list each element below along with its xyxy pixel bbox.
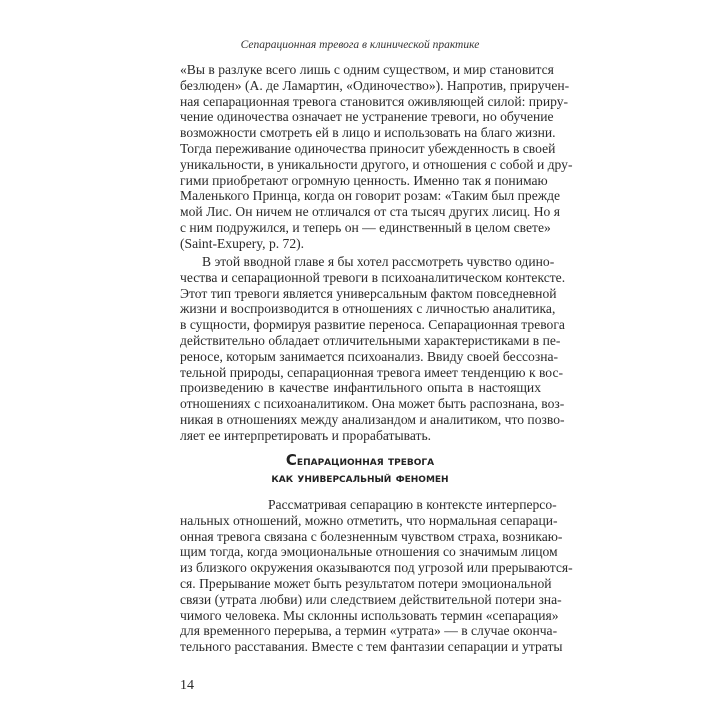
text-line: уникальности, в уникальности другого, и отношения с собой и дру- [180, 156, 573, 172]
text-line: возможности смотреть ей в лицо и использовать на благо жизни. [180, 125, 556, 141]
text-line: Рассматривая сепарацию в контексте интерперсо- [268, 497, 557, 512]
section-heading [0, 452, 720, 486]
text-line: в сущности, формируя развитие переноса. Сепарационная тревога [180, 317, 565, 333]
text-line: ная сепарационная тревога становится оживляющей силой: приру- [180, 93, 569, 109]
text-line: с ним подружился, и теперь он — единственный в целом свете» [180, 219, 551, 235]
text-line: чение одиночества означает не устранение тревоги, но обучение [180, 109, 554, 125]
text-line: «Вы в разлуке всего лишь с одним существом, и мир становится [180, 62, 554, 77]
text-line: чества и сепарационной тревоги в психоаналитическом контексте. [180, 269, 566, 285]
heading-line-2: как универсальный феномен [271, 470, 449, 485]
heading-initial: С [285, 451, 297, 469]
text-line: Маленького Принца, когда он говорит розам: «Таким был прежде [180, 188, 561, 204]
heading-line-1: епарационная тревога [296, 453, 435, 468]
text-line: онная тревога связана с болезненным чувством страха, возникаю- [180, 528, 563, 544]
text-line: жизни и воспроизводится в отношениях с личностью аналитика, [180, 301, 556, 317]
text-line: никая в отношениях между анализандом и аналитиком, что позво- [180, 411, 565, 427]
text-line: реносе, которым занимается психоанализ. Ввиду своей бессозна- [180, 348, 559, 364]
running-header: Сепарационная тревога в клинической практике [240, 39, 480, 51]
page-number: 14 [180, 678, 194, 693]
text-line: действительно обладает отличительными характеристиками в пе- [180, 332, 561, 348]
text-line: чимого человека. Мы склонны использовать термин «сепарация» [180, 607, 559, 623]
paragraph-2 [180, 254, 566, 444]
text-line: нальных отношений, можно отметить, что нормальная сепараци- [180, 512, 558, 528]
text-line: из близкого окружения оказываются под угрозой или прерываются- [180, 560, 573, 576]
text-line: щим тогда, когда эмоциональные отношения со значимым лицом [180, 544, 558, 560]
text-line: (Saint-Exupery, p. 72). [180, 235, 305, 251]
text-line: гими приобретают огромную ценность. Именно так я понимаю [180, 172, 548, 188]
text-line: В этой вводной главе я бы хотел рассмотреть чувство одино- [202, 254, 555, 269]
text-line: ся. Прерывание может быть результатом потери эмоциональной [180, 575, 552, 591]
text-line: тельного расставания. Вместе с тем фантазии сепарации и утраты [180, 639, 563, 655]
text-line: связи (утрата любви) или следствием действительной потери зна- [180, 591, 562, 607]
text-line: тельной природы, сепарационная тревога имеет тенденцию к вос- [180, 364, 564, 380]
paragraph-3 [180, 497, 573, 655]
paragraph-1 [180, 62, 573, 252]
text-line: мой Лис. Он ничем не отличался от ста тысяч других лисиц. Но я [180, 204, 560, 220]
text-line: безлюден» (А. де Ламартин, «Одиночество»). Напротив, приручен- [180, 77, 570, 93]
text-line: для временного перерыва, а термин «утрата» — в случае оконча- [180, 623, 558, 639]
text-line: отношениях с психоаналитиком. Она может быть распознана, воз- [180, 396, 565, 412]
text-line: ляет ее интерпретировать и прорабатывать. [180, 427, 432, 443]
text-line: произведению в качестве инфантильного опыта в настоящих [180, 380, 541, 396]
text-line: Этот тип тревоги является универсальным фактом повседневной [180, 285, 557, 301]
text-line: Тогда переживание одиночества приносит убежденность в своей [180, 140, 556, 156]
